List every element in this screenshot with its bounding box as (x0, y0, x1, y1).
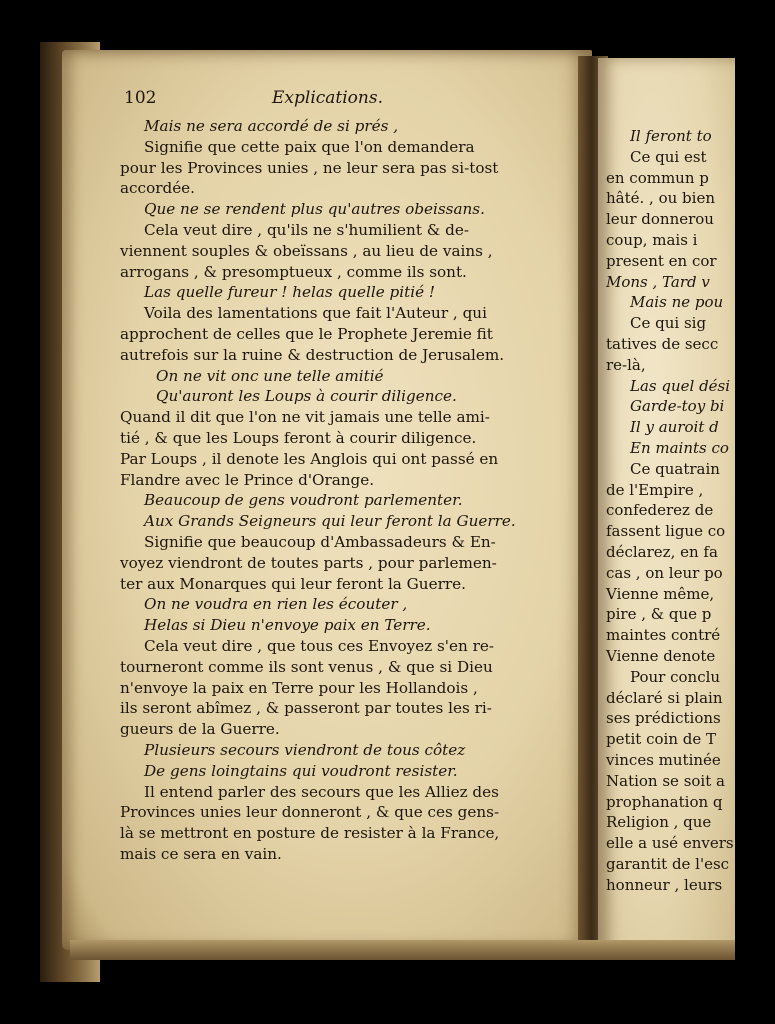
right-text-line: Ce qui sig (630, 314, 707, 333)
text-line: Quand il dit que l'on ne vit jamais une telle ami- (120, 408, 490, 427)
text-line: gueurs de la Guerre. (120, 720, 280, 739)
right-text-line: En maints co (630, 438, 729, 457)
right-page-text (606, 126, 735, 895)
text-line: voyez viendront de toutes parts , pour parlemen- (120, 553, 497, 572)
text-line: accordée. (120, 179, 195, 198)
text-line: tié , & que les Loups feront à courir diligence. (120, 428, 477, 447)
right-text-line: Religion , que (606, 813, 712, 832)
text-line: ter aux Monarques qui leur feront la Guerre. (120, 574, 466, 593)
right-text-line: Las quel dési (630, 376, 731, 395)
right-text-line: Garde-toy bi (630, 397, 725, 416)
right-text-line: déclarez, en fa (606, 542, 718, 561)
text-line: arrogans , & presomptueux , comme ils sont. (120, 262, 467, 281)
text-line: pour les Provinces unies , ne leur sera pas si-tost (120, 158, 499, 177)
text-line: n'envoye la paix en Terre pour les Hollandois , (120, 678, 478, 697)
right-text-line: fassent ligue co (606, 522, 726, 541)
text-line: Aux Grands Seigneurs qui leur feront la Guerre. (144, 512, 516, 531)
right-text-line: tatives de secc (606, 334, 719, 353)
right-text-line: garantit de l'esc (606, 854, 730, 873)
right-text-line: prophanation q (606, 792, 723, 811)
running-head: Explications. (272, 88, 383, 108)
right-text-line: leur donnerou (606, 210, 714, 229)
text-line: On ne vit onc une telle amitié (156, 366, 384, 385)
right-text-line: Pour conclu (630, 667, 721, 686)
right-text-line: vinces mutinée (606, 750, 721, 769)
right-text-line: ses prédictions (606, 709, 721, 728)
right-text-line: Il y auroit d (630, 418, 719, 437)
text-line: viennent souples & obeïssans , au lieu de vains , (120, 241, 493, 260)
text-line: mais ce sera en vain. (120, 844, 282, 863)
right-text-line: en commun p (606, 168, 709, 187)
text-line: Que ne se rendent plus qu'autres obeissans. (144, 200, 485, 219)
text-line: Helas si Dieu n'envoye paix en Terre. (144, 616, 431, 635)
right-text-line: confederez de (606, 501, 714, 520)
right-text-line: Ce quatrain (630, 459, 720, 478)
page-header (124, 88, 564, 112)
right-text-line: pire , & que p (606, 605, 712, 624)
text-line: Voila des lamentations que fait l'Auteur , qui (144, 304, 487, 323)
right-text-line: Il feront to (630, 127, 712, 145)
text-line: Signifie que cette paix que l'on demandera (144, 137, 475, 156)
text-line: autrefois sur la ruine & destruction de Jerusalem. (120, 345, 505, 364)
text-line: approchent de celles que le Prophete Jeremie fit (120, 324, 493, 343)
text-line: Provinces unies leur donneront , & que ces gens- (120, 803, 500, 822)
right-text-line: déclaré si plain (606, 688, 723, 707)
page-number: 102 (124, 88, 157, 108)
right-text-line: hâté. , ou bien (606, 189, 715, 208)
text-line: Flandre avec le Prince d'Orange. (120, 470, 375, 489)
text-line: Cela veut dire , qu'ils ne s'humilient & de- (144, 220, 469, 239)
text-line: Signifie que beaucoup d'Ambassadeurs & En- (144, 532, 496, 551)
right-text-line: Vienne même, (606, 584, 715, 603)
text-line: Qu'auront les Loups à courir diligence. (156, 387, 457, 406)
left-page-text (120, 116, 560, 865)
text-line: De gens loingtains qui voudront resister. (144, 761, 458, 780)
right-text-line: Mais ne pou (630, 293, 724, 312)
text-line: Il entend parler des secours que les Alliez des (144, 782, 499, 801)
right-text-line: Ce qui est (630, 147, 707, 166)
text-line: là se mettront en posture de resister à la France, (120, 824, 500, 843)
right-text-line: maintes contré (606, 626, 721, 645)
text-line: ils seront abîmez , & passeront par toutes les ri- (120, 699, 492, 718)
right-text-line: cas , on leur po (606, 563, 723, 582)
right-text-line: re-là, (606, 355, 646, 374)
right-page (598, 58, 735, 958)
text-line: Beaucoup de gens voudront parlementer. (144, 491, 463, 510)
right-text-line: Nation se soit a (606, 771, 725, 790)
right-text-line: petit coin de T (606, 730, 717, 749)
right-text-line: coup, mais i (606, 230, 698, 249)
text-line: tourneront comme ils sont venus , & que si Dieu (120, 657, 493, 676)
right-text-line: de l'Empire , (606, 480, 704, 499)
right-text-line: Mons , Tard v (606, 272, 710, 291)
text-line: Par Loups , il denote les Anglois qui ont passé en (120, 449, 499, 468)
page-edge (70, 940, 735, 960)
text-line: On ne voudra en rien les écouter , (144, 595, 408, 614)
right-text-line: Vienne denote (606, 646, 716, 665)
right-text-line: present en cor (606, 251, 717, 270)
text-line: Cela veut dire , que tous ces Envoyez s'en re- (144, 636, 494, 655)
right-text-line: elle a usé envers (606, 834, 734, 853)
right-text-line: honneur , leurs (606, 875, 723, 894)
text-line: Plusieurs secours viendront de tous côtez (144, 740, 466, 759)
text-line: Las quelle fureur ! helas quelle pitié ! (144, 283, 436, 302)
text-line: Mais ne sera accordé de si prés , (144, 117, 399, 135)
